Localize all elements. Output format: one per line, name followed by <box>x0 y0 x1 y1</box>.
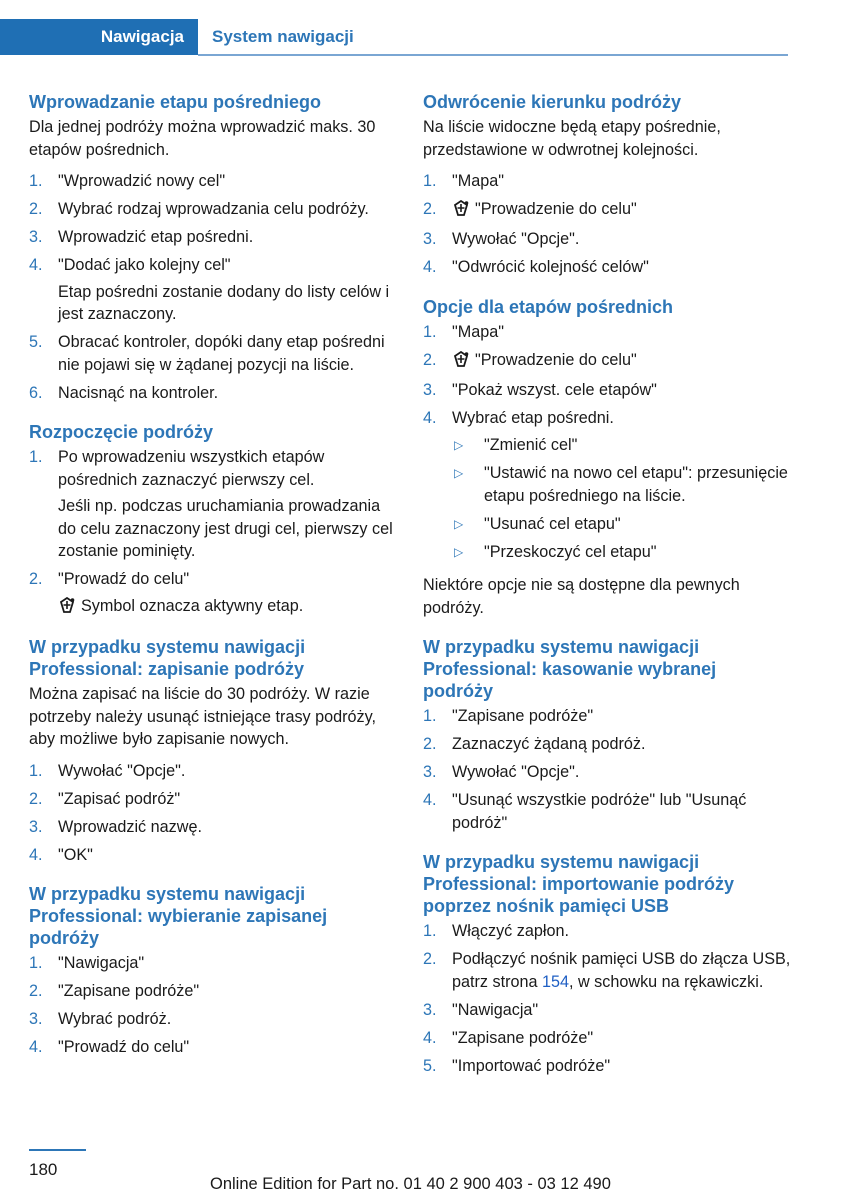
step-item <box>29 198 397 221</box>
step-text: "Wprowadzić nowy cel" <box>58 172 226 190</box>
section <box>423 851 791 1077</box>
step-body <box>58 1036 397 1059</box>
section-heading: Opcje dla etapów pośrednich <box>423 296 674 317</box>
step-body <box>58 331 397 376</box>
step-item <box>423 948 791 993</box>
step-body <box>58 844 397 867</box>
step-number: 4. <box>423 791 437 809</box>
step-number: 3. <box>423 230 437 248</box>
step-text-line <box>58 198 397 221</box>
section <box>423 296 791 620</box>
step-text: Wybrać podróż. <box>58 1010 172 1028</box>
step-text-line <box>58 226 397 249</box>
header-divider <box>198 54 788 56</box>
step-text: "Zapisać podróż" <box>58 789 181 808</box>
step-body <box>452 349 791 374</box>
step-item <box>423 407 791 569</box>
step-text: Wprowadzić etap pośredni. <box>58 228 254 246</box>
step-item <box>423 321 791 344</box>
option-item <box>452 434 791 457</box>
step-item <box>29 331 397 376</box>
left-column <box>29 91 397 1076</box>
step-body <box>58 952 397 975</box>
step-body <box>452 733 791 756</box>
step-item <box>29 226 397 249</box>
step-body <box>452 256 791 279</box>
step-text: "Usunąć wszystkie podróże" lub "Usunąć podróż" <box>452 791 747 832</box>
step-item <box>29 1036 397 1059</box>
step-text-line <box>58 254 397 277</box>
step-text: Podłączyć nośnik pamięci USB do złącza USB, patrz strona <box>452 950 791 991</box>
step-text-line <box>452 407 791 430</box>
option-text: "Zmienić cel" <box>484 436 578 454</box>
section-heading: W przypadku systemu nawigacji Professional: kasowanie wybranej podróży <box>423 637 717 701</box>
step-body <box>452 321 791 344</box>
step-item <box>423 920 791 943</box>
step-text-line <box>58 446 397 491</box>
option-item <box>452 513 791 536</box>
step-text-line <box>58 760 397 783</box>
step-text: Wprowadzić nazwę. <box>58 817 202 836</box>
step-text-line <box>452 379 791 402</box>
step-text-line <box>58 568 397 591</box>
step-text: Wybrać rodzaj wprowadzania celu podróży. <box>58 200 369 218</box>
step-text: "Pokaż wszyst. cele etapów" <box>452 380 657 399</box>
step-number: 3. <box>29 228 43 246</box>
step-body <box>452 198 791 223</box>
step-text-line <box>58 816 397 839</box>
icon-note-text: Symbol oznacza aktywny etap. <box>81 596 304 615</box>
step-body <box>58 1008 397 1031</box>
route-destination-icon <box>452 351 470 374</box>
option-item <box>452 541 791 564</box>
step-item <box>423 170 791 193</box>
step-list <box>29 170 397 404</box>
step-body <box>58 788 397 811</box>
step-item <box>29 952 397 975</box>
step-body <box>58 760 397 783</box>
step-text: "Dodać jako kolejny cel" <box>58 256 231 274</box>
chapter-title: Nawigacja <box>100 27 184 46</box>
step-list <box>29 760 397 867</box>
section <box>423 636 791 834</box>
step-number: 4. <box>29 256 43 274</box>
step-item <box>423 733 791 756</box>
step-text-line <box>452 733 791 756</box>
step-item <box>29 446 397 563</box>
step-body <box>452 920 791 943</box>
step-number: 2. <box>423 200 437 218</box>
step-number: 4. <box>423 408 437 427</box>
step-number: 2. <box>29 570 43 588</box>
step-number: 5. <box>423 1056 437 1075</box>
step-number: 1. <box>423 172 437 190</box>
step-item <box>423 198 791 223</box>
step-list <box>423 705 791 834</box>
step-number: 1. <box>29 172 43 190</box>
section <box>423 91 791 279</box>
step-text: Zaznaczyć żądaną podróż. <box>452 735 646 753</box>
step-text-line <box>452 1027 791 1050</box>
step-text: "OK" <box>58 845 93 864</box>
step-number: 1. <box>29 448 43 466</box>
step-body <box>58 226 397 249</box>
step-body <box>452 1027 791 1050</box>
step-item <box>29 254 397 326</box>
step-body <box>58 568 397 619</box>
step-number: 1. <box>29 954 43 972</box>
step-text: Wywołać "Opcje". <box>452 230 580 248</box>
step-text: "Importować podróże" <box>452 1056 611 1075</box>
step-text-line <box>58 170 397 193</box>
section-heading: W przypadku systemu nawigacji Professional: importowanie podróży poprzez nośnik pamięci USB <box>423 852 735 916</box>
step-text: "Nawigacja" <box>58 954 145 972</box>
step-text: "Prowadzenie do celu" <box>475 350 637 369</box>
section-intro: Na liście widoczne będą etapy pośrednie, przedstawione w odwrotnej kolejności. <box>423 118 721 159</box>
step-body <box>58 254 397 326</box>
step-number: 4. <box>423 1028 437 1047</box>
step-body <box>58 446 397 563</box>
step-text-line <box>452 920 791 943</box>
bullet-triangle-icon: ▷ <box>454 466 464 480</box>
step-number: 3. <box>423 763 437 781</box>
step-body <box>58 816 397 839</box>
step-text: "Prowadzenie do celu" <box>475 200 637 218</box>
step-item <box>423 705 791 728</box>
step-item <box>29 788 397 811</box>
section-title: System nawigacji <box>212 27 354 46</box>
step-body <box>452 948 791 993</box>
section-heading: Odwrócenie kierunku podróży <box>423 92 682 112</box>
section <box>29 421 397 619</box>
step-item <box>29 760 397 783</box>
step-text: Włączyć zapłon. <box>452 922 569 940</box>
step-text: "Odwrócić kolejność celów" <box>452 258 649 276</box>
step-item <box>29 816 397 839</box>
step-list <box>423 170 791 279</box>
step-number: 1. <box>29 761 43 780</box>
step-text: Obracać kontroler, dopóki dany etap pośredni nie pojawi się w żądanej pozycji na liście. <box>58 333 385 374</box>
step-text: Wybrać etap pośredni. <box>452 408 614 427</box>
right-column <box>423 91 791 1094</box>
step-number: 3. <box>423 1000 437 1019</box>
step-text-line <box>452 789 791 834</box>
step-number: 2. <box>29 200 43 218</box>
step-item <box>29 170 397 193</box>
step-text: "Zapisane podróże" <box>452 707 594 725</box>
step-item <box>29 568 397 619</box>
step-text-line <box>58 980 397 1003</box>
step-text-line <box>452 198 791 223</box>
step-body <box>58 382 397 405</box>
step-item <box>29 980 397 1003</box>
step-number: 3. <box>423 380 437 399</box>
step-text: "Prowadź do celu" <box>58 1038 190 1056</box>
step-body <box>58 198 397 221</box>
step-number: 3. <box>29 1010 43 1028</box>
step-item <box>423 1027 791 1050</box>
active-stage-icon <box>58 597 76 620</box>
bullet-triangle-icon: ▷ <box>454 438 464 452</box>
step-text-line <box>452 228 791 251</box>
step-body <box>452 228 791 251</box>
step-text-line <box>452 349 791 374</box>
step-item <box>423 761 791 784</box>
step-number: 1. <box>423 707 437 725</box>
step-text: "Mapa" <box>452 172 504 190</box>
step-text: Wywołać "Opcje". <box>58 761 186 780</box>
step-list <box>423 321 791 569</box>
step-body <box>452 705 791 728</box>
step-number: 3. <box>29 817 43 836</box>
step-text: Nacisnąć na kontroler. <box>58 383 219 402</box>
section <box>29 91 397 404</box>
step-number: 5. <box>29 333 43 351</box>
footer-divider <box>29 1149 86 1151</box>
step-text-line <box>452 321 791 344</box>
step-body <box>452 761 791 784</box>
step-text-line <box>58 1036 397 1059</box>
step-number: 4. <box>29 1038 43 1056</box>
step-text-line <box>58 1008 397 1031</box>
step-body <box>452 789 791 834</box>
step-number: 1. <box>423 322 437 341</box>
step-text-line <box>452 948 791 993</box>
step-number: 4. <box>29 845 43 864</box>
page-number: 180 <box>29 1160 58 1179</box>
edition-note: Online Edition for Part no. 01 40 2 900 403 - 03 12 490 <box>210 1175 611 1193</box>
section-intro: Można zapisać na liście do 30 podróży. W razie potrzeby należy usunąć istniejące trasy podróży, aby możliwe było zapisanie nowych. <box>29 685 377 748</box>
step-text: , w schowku na rękawiczki. <box>569 972 764 991</box>
step-body <box>452 407 791 569</box>
step-text: Po wprowadzeniu wszystkich etapów pośrednich zaznaczyć pierwszy cel. <box>58 448 325 489</box>
step-text-line <box>452 256 791 279</box>
step-number: 2. <box>29 789 43 808</box>
step-list <box>423 920 791 1077</box>
step-text: "Zapisane podróże" <box>452 1028 594 1047</box>
bullet-triangle-icon: ▷ <box>454 516 464 531</box>
section-heading: Wprowadzanie etapu pośredniego <box>29 92 322 112</box>
step-body <box>452 999 791 1022</box>
step-text-line <box>452 999 791 1022</box>
step-text-line <box>58 788 397 811</box>
step-text-line <box>58 844 397 867</box>
step-text-line <box>58 952 397 975</box>
bullet-triangle-icon: ▷ <box>454 544 464 559</box>
step-text: "Mapa" <box>452 322 504 341</box>
step-note <box>58 595 397 620</box>
step-item <box>423 228 791 251</box>
section-intro: Dla jednej podróży można wprowadzić maks. 30 etapów pośrednich. <box>29 118 376 159</box>
step-item <box>423 256 791 279</box>
section-heading: Rozpoczęcie podróży <box>29 422 214 442</box>
step-number: 6. <box>29 383 43 402</box>
step-item <box>29 382 397 405</box>
step-text-line <box>452 1055 791 1078</box>
step-number: 4. <box>423 258 437 276</box>
step-item <box>423 789 791 834</box>
step-list <box>29 446 397 619</box>
section-heading: W przypadku systemu nawigacji Professional: zapisanie podróży <box>29 637 306 679</box>
step-number: 2. <box>29 982 43 1000</box>
step-note: Jeśli np. podczas uruchamiania prowadzania do celu zaznaczony jest drugi cel, pierwszy cel zostanie pominięty. <box>58 497 393 560</box>
section <box>29 636 397 866</box>
step-body <box>452 170 791 193</box>
step-text-line <box>452 170 791 193</box>
option-item <box>452 462 791 507</box>
step-text-line <box>452 761 791 784</box>
option-text: "Przeskoczyć cel etapu" <box>484 542 657 561</box>
step-number: 2. <box>423 350 437 369</box>
step-body <box>452 1055 791 1078</box>
step-text-line <box>58 382 397 405</box>
step-text: "Prowadź do celu" <box>58 570 190 588</box>
step-item <box>423 999 791 1022</box>
step-body <box>452 379 791 402</box>
step-item <box>423 379 791 402</box>
section-footnote: Niektóre opcje nie są dostępne dla pewnych podróży. <box>423 576 740 617</box>
step-item <box>423 1055 791 1078</box>
step-list <box>29 952 397 1059</box>
step-item <box>29 844 397 867</box>
step-body <box>58 980 397 1003</box>
chapter-tab <box>0 19 198 55</box>
step-body <box>58 170 397 193</box>
section-heading: W przypadku systemu nawigacji Professional: wybieranie zapisanej podróży <box>29 884 328 948</box>
route-destination-icon <box>452 200 470 223</box>
option-text: "Ustawić na nowo cel etapu": przesunięcie etapu pośredniego na liście. <box>484 464 788 505</box>
step-item <box>423 349 791 374</box>
step-number: 2. <box>423 950 437 968</box>
option-text: "Usunać cel etapu" <box>484 514 621 533</box>
step-text-line <box>58 331 397 376</box>
step-text: Wywołać "Opcje". <box>452 763 580 781</box>
step-text-line <box>452 705 791 728</box>
step-number: 2. <box>423 735 437 753</box>
step-text: "Zapisane podróże" <box>58 982 200 1000</box>
section <box>29 883 397 1059</box>
step-note: Etap pośredni zostanie dodany do listy celów i jest zaznaczony. <box>58 282 390 323</box>
page-link[interactable]: 154 <box>541 972 569 991</box>
step-item <box>29 1008 397 1031</box>
step-number: 1. <box>423 922 437 940</box>
step-text: "Nawigacja" <box>452 1000 539 1019</box>
option-list <box>452 434 791 563</box>
